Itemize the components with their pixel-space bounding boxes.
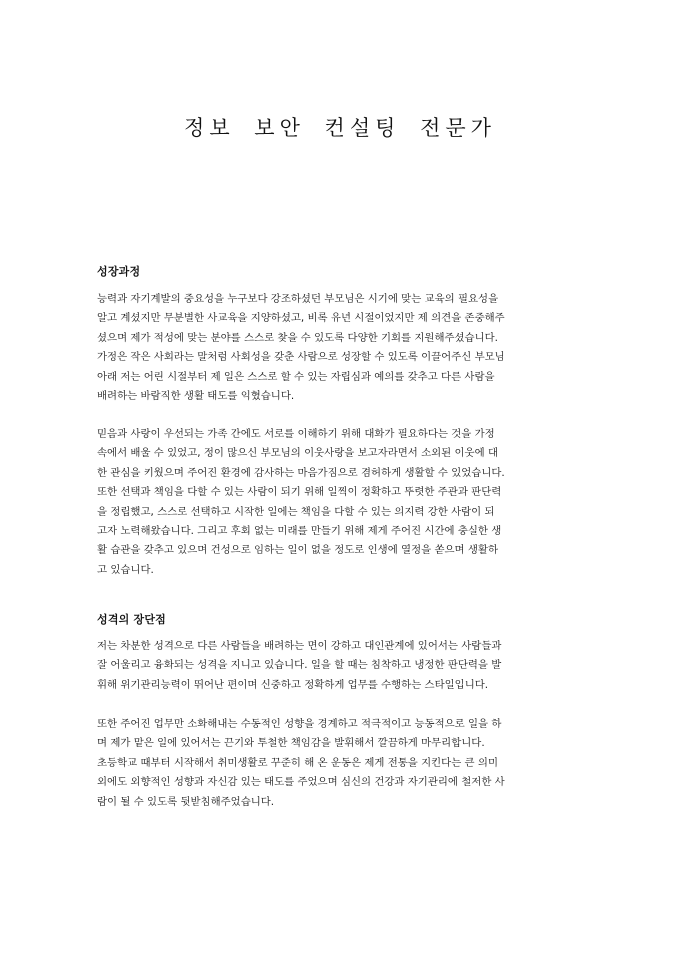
growth-paragraph-1: 능력과 자기계발의 중요성을 누구보다 강조하셨던 부모님은 시기에 맞는 교육의 필요성을 알고 계셨지만 무분별한 사교육을 지양하셨고, 비록 유년 시절이었지만 제 의견을 존중해주 셨으며 제가 적성에 맞는 분야를 스스로 찾을 수 있도록 다양한 기회를 지원해주셨습니다. 가정은 작은 사회라는 말처럼 사회성을 갖춘 사람으로 성장할 수 있도록 이끌어주신 부모님 아래 저는 어린 시절부터 제 일은 스스로 할 수 있는 자립심과 예의를 갖추고 다른 사람을 배려하는 바람직한 생활 태도를 익혔습니다. [97, 293, 505, 403]
section-heading-personality: 성격의 장단점 [97, 613, 166, 626]
document-title: 정보 보안 컨설팅 전문가 [184, 116, 496, 140]
personality-paragraph-2: 또한 주어진 업무만 소화해내는 수동적인 성향을 경계하고 적극적이고 능동적으로 일을 하 며 제가 맡은 일에 있어서는 끈기와 투철한 책임감을 발휘해서 깔끔하게 마무리합니다. 초등학교 때부터 시작해서 취미생활로 꾸준히 해 온 운동은 제게 전통을 지킨다는 큰 의미 외에도 외향적인 성향과 자신감 있는 태도를 주었으며 심신의 건강과 자기관리에 철저한 사 람이 될 수 있도록 뒷받침해주었습니다. [97, 718, 505, 808]
section-heading-growth: 성장과정 [97, 265, 141, 278]
personality-paragraph-1: 저는 차분한 성격으로 다른 사람들을 배려하는 면이 강하고 대인관계에 있어서는 사람들과 잘 어울리고 융화되는 성격을 지니고 있습니다. 일을 할 때는 침착하고 냉정한 판단력을 발 휘해 위기관리능력이 뛰어난 편이며 신중하고 정확하게 업무를 수행하는 스타일입니다. [97, 640, 502, 691]
growth-paragraph-2: 믿음과 사랑이 우선되는 가족 간에도 서로를 이해하기 위해 대화가 필요하다는 것을 가정 속에서 배울 수 있었고, 정이 많으신 부모님의 이웃사랑을 보고자라면서 소외된 이웃에 대 한 관심을 키웠으며 주어진 환경에 감사하는 마음가짐으로 겸허하게 생활할 수 있었습니다. 또한 선택과 책임을 다할 수 있는 사람이 되기 위해 일찍이 정확하고 뚜렷한 주관과 판단력 을 정립했고, 스스로 선택하고 시작한 일에는 책임을 다할 수 있는 의지력 강한 사람이 되 고자 노력해왔습니다. 그리고 후회 없는 미래를 만들기 위해 제게 주어진 시간에 충실한 생 활 습관을 갖추고 있으며 건성으로 임하는 일이 없을 정도로 인생에 열정을 쏟으며 생활하 고 있습니다. [97, 428, 505, 576]
